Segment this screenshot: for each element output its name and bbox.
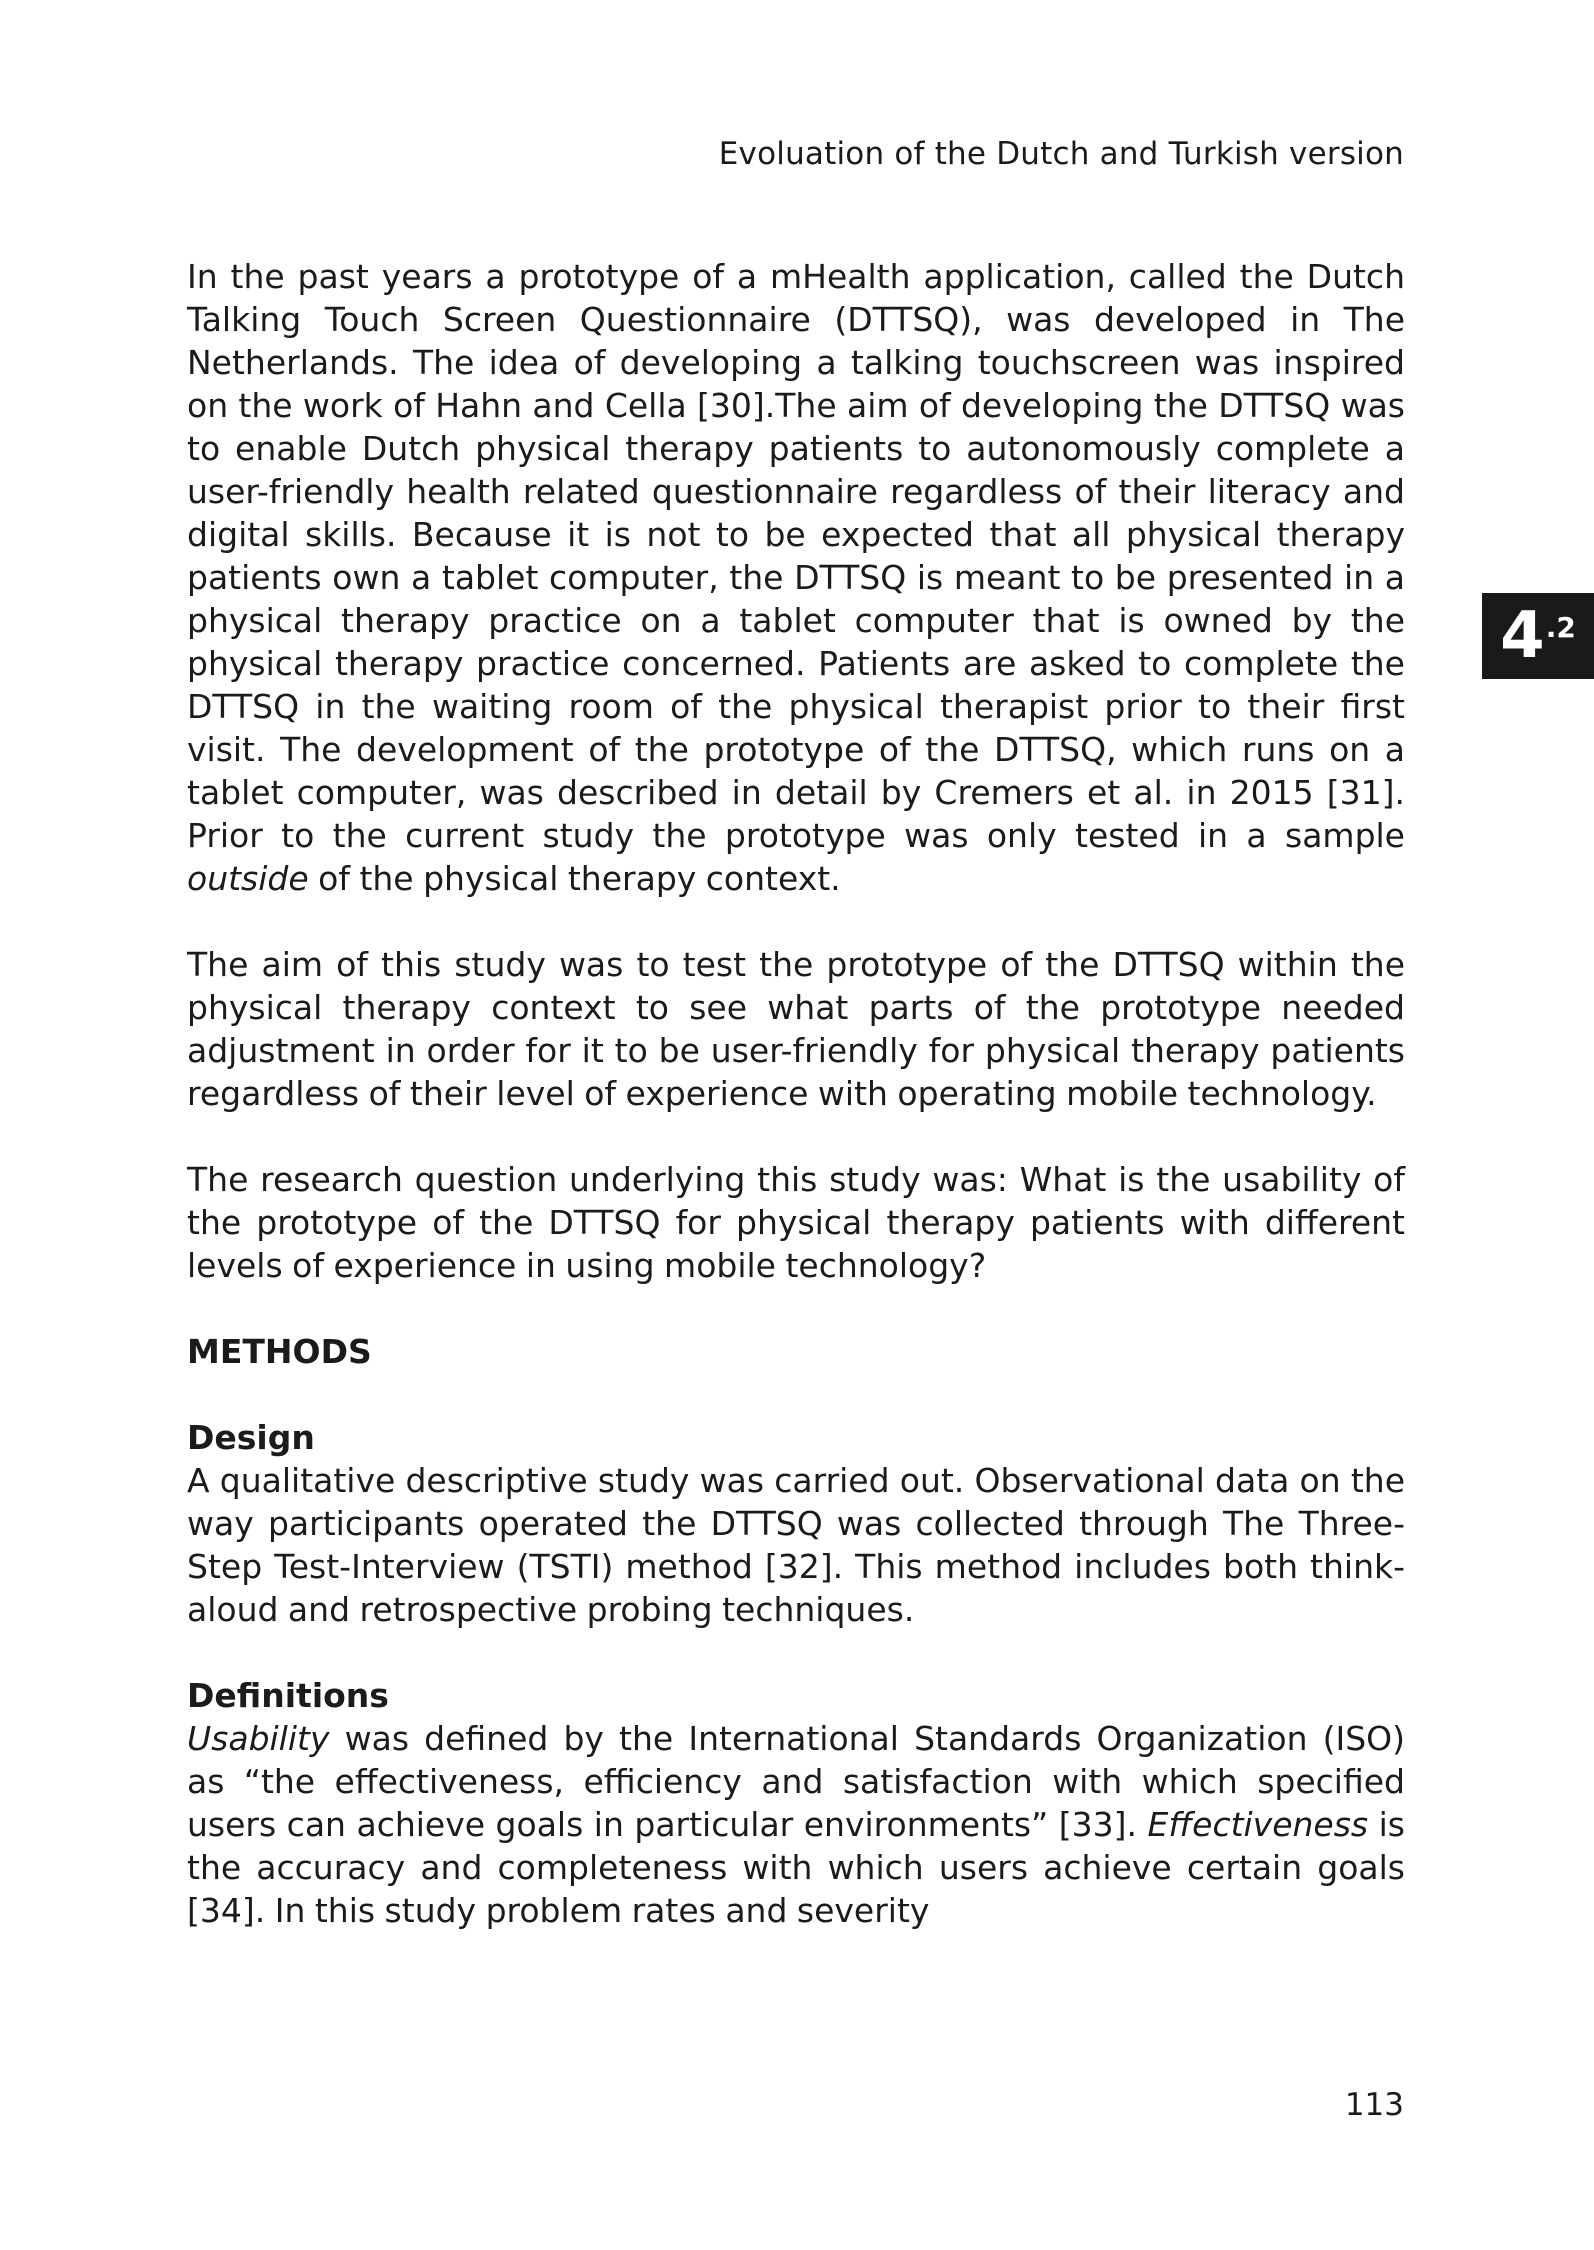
- research-question-paragraph: The research question underlying this study was: What is the usability of the prototype of the DTTSQ for physical therapy patients with different levels of experience in using mobile technology?: [187, 1160, 1405, 1285]
- chapter-subnumber: .2: [1545, 611, 1576, 644]
- chapter-tab: [1482, 593, 1594, 679]
- definitions-term-effectiveness: Effectiveness: [1147, 1805, 1369, 1844]
- page-body: [187, 255, 1405, 1975]
- definitions-heading: Definitions: [187, 1676, 389, 1715]
- intro-paragraph-1-emphasis: outside: [187, 859, 309, 898]
- running-header: Evoluation of the Dutch and Turkish version: [718, 136, 1404, 172]
- methods-heading: METHODS: [187, 1332, 372, 1371]
- design-paragraph: A qualitative descriptive study was carried out. Observational data on the way participants operated the DTTSQ was collected through The Three-Step Test-Interview (TSTI) method [32]. This method includes both think-aloud and retrospective probing techniques.: [187, 1461, 1405, 1629]
- intro-paragraph-1-text-a: In the past years a prototype of a mHealth application, called the Dutch Talking Touch Screen Questionnaire (DTTSQ), was developed in The Netherlands. The idea of developing a talking touchscreen was inspired on the work of Hahn and Cella [30].The aim of developing the DTTSQ was to enable Dutch physical therapy patients to autonomously complete a user-friendly health related questionnaire regardless of their literacy and digital skills. Because it is not to be expected that all physical therapy patients own a tablet computer, the DTTSQ is meant to be presented in a physical therapy practice on a tablet computer that is owned by the physical therapy practice concerned. Patients are asked to complete the DTTSQ in the waiting room of the physical therapist prior to their first visit. The development of the prototype of the DTTSQ, which runs on a tablet computer, was described in detail by Cremers et al. in 2015 [31]. Prior to the current study the prototype was only tested in a sample: [187, 257, 1405, 855]
- design-heading: Design: [187, 1418, 315, 1457]
- intro-paragraph-1: [187, 255, 1405, 900]
- intro-paragraph-1-text-b: of the physical therapy context.: [308, 859, 841, 898]
- definitions-text-1: was defined by the International Standards Organization (ISO) as “the effectiveness, efficiency and satisfaction with which specified users can achieve goals in particular environments” [33].: [187, 1719, 1405, 1844]
- definitions-paragraph: [187, 1717, 1405, 1932]
- intro-paragraph-2: The aim of this study was to test the prototype of the DTTSQ within the physical therapy context to see what parts of the prototype needed adjustment in order for it to be user-friendly for physical therapy patients regardless of their level of experience with operating mobile technology.: [187, 945, 1405, 1113]
- chapter-number: 4: [1500, 599, 1545, 673]
- page-number: 113: [1344, 2087, 1404, 2123]
- definitions-term-usability: Usability: [187, 1719, 330, 1758]
- definitions-text-2: is the accuracy and completeness with which users achieve certain goals [34]. In this study problem rates and severity: [187, 1805, 1405, 1930]
